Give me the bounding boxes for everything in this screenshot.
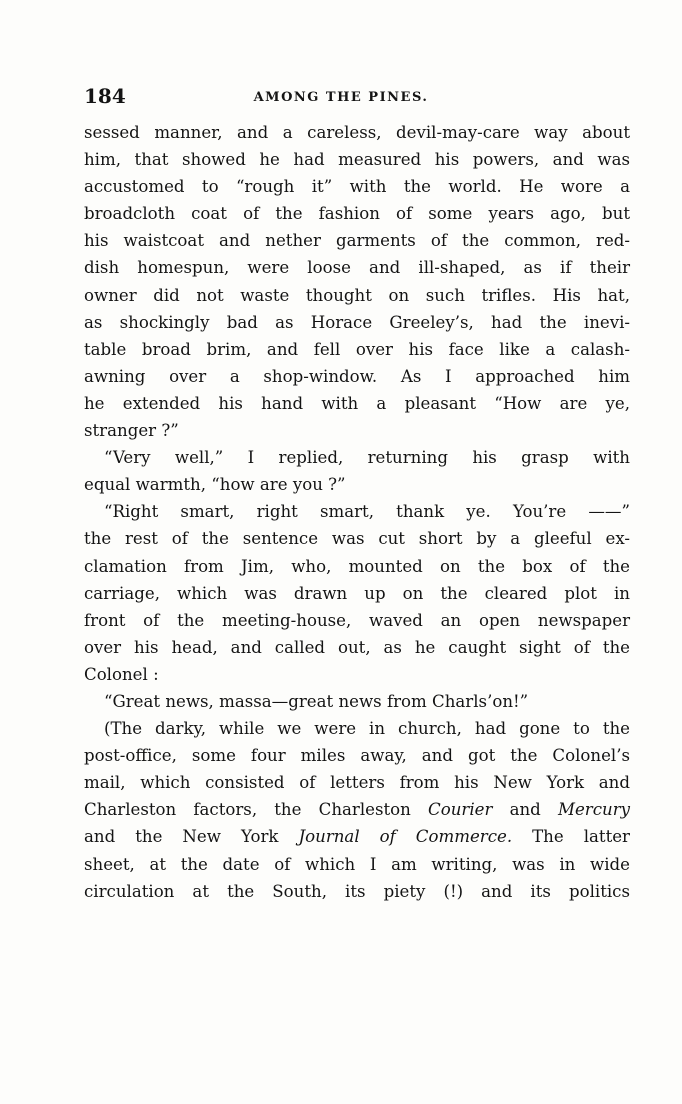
text-line: dish homespun, were loose and ill-shaped, as if their bbox=[84, 258, 630, 278]
text-line: mail, which consisted of letters from his New York and bbox=[84, 773, 630, 793]
italic-segment: Mercury bbox=[557, 800, 630, 820]
text-line: sheet, at the date of which I am writing, was in wide bbox=[84, 854, 630, 874]
text-line: post-office, some four miles away, and got the Colonel’s bbox=[84, 746, 630, 766]
text-line: circulation at the South, its piety (!) and its politics bbox=[84, 881, 630, 901]
text-line bbox=[84, 796, 630, 823]
text-line: “Very well,” I replied, returning his grasp with bbox=[104, 448, 630, 468]
running-head: AMONG THE PINES. bbox=[253, 90, 429, 105]
text-line bbox=[84, 823, 630, 850]
text-line: over his head, and called out, as he caught sight of the bbox=[84, 637, 630, 657]
text-line: the rest of the sentence was cut short by a gleeful ex- bbox=[84, 529, 630, 549]
text-line: sessed manner, and a careless, devil-may-care way about bbox=[84, 123, 630, 142]
text-segment: and the New York bbox=[84, 827, 299, 847]
text-line: as shockingly bad as Horace Greeley’s, had the inevi- bbox=[84, 312, 630, 332]
text-line: (The darky, while we were in church, had gone to the bbox=[104, 719, 630, 739]
body-text bbox=[84, 119, 630, 905]
text-line: him, that showed he had measured his powers, and was bbox=[84, 150, 630, 170]
text-segment: and bbox=[492, 800, 558, 820]
text-line: awning over a shop-window. As I approached him bbox=[84, 366, 630, 386]
text-line: carriage, which was drawn up on the cleared plot in bbox=[84, 583, 630, 603]
text-line: stranger ?” bbox=[84, 421, 179, 441]
text-line: he extended his hand with a pleasant “How are ye, bbox=[84, 393, 630, 413]
text-line: his waistcoat and nether garments of the common, red- bbox=[84, 231, 630, 251]
text-line: broadcloth coat of the fashion of some years ago, but bbox=[84, 204, 630, 224]
text-segment: The latter bbox=[512, 827, 630, 847]
text-line: accustomed to “rough it” with the world. He wore a bbox=[84, 177, 630, 197]
text-segment: Charleston factors, the Charleston bbox=[84, 800, 429, 820]
text-line: table broad brim, and fell over his face like a calash- bbox=[84, 339, 630, 359]
text-line: “Great news, massa—great news from Charls’on!” bbox=[104, 691, 529, 711]
text-line: front of the meeting-house, waved an open newspaper bbox=[84, 610, 630, 630]
text-line: equal warmth, “how are you ?” bbox=[84, 475, 346, 495]
text-line: clamation from Jim, who, mounted on the box of the bbox=[84, 556, 630, 576]
italic-segment: Courier bbox=[428, 800, 493, 820]
page-number: 184 bbox=[84, 84, 126, 108]
text-line: “Right smart, right smart, thank ye. You’re ——” bbox=[104, 502, 630, 522]
text-line: Colonel : bbox=[84, 664, 159, 684]
text-line: owner did not waste thought on such trifles. His hat, bbox=[84, 285, 630, 305]
italic-segment: Journal of Commerce. bbox=[298, 827, 513, 847]
